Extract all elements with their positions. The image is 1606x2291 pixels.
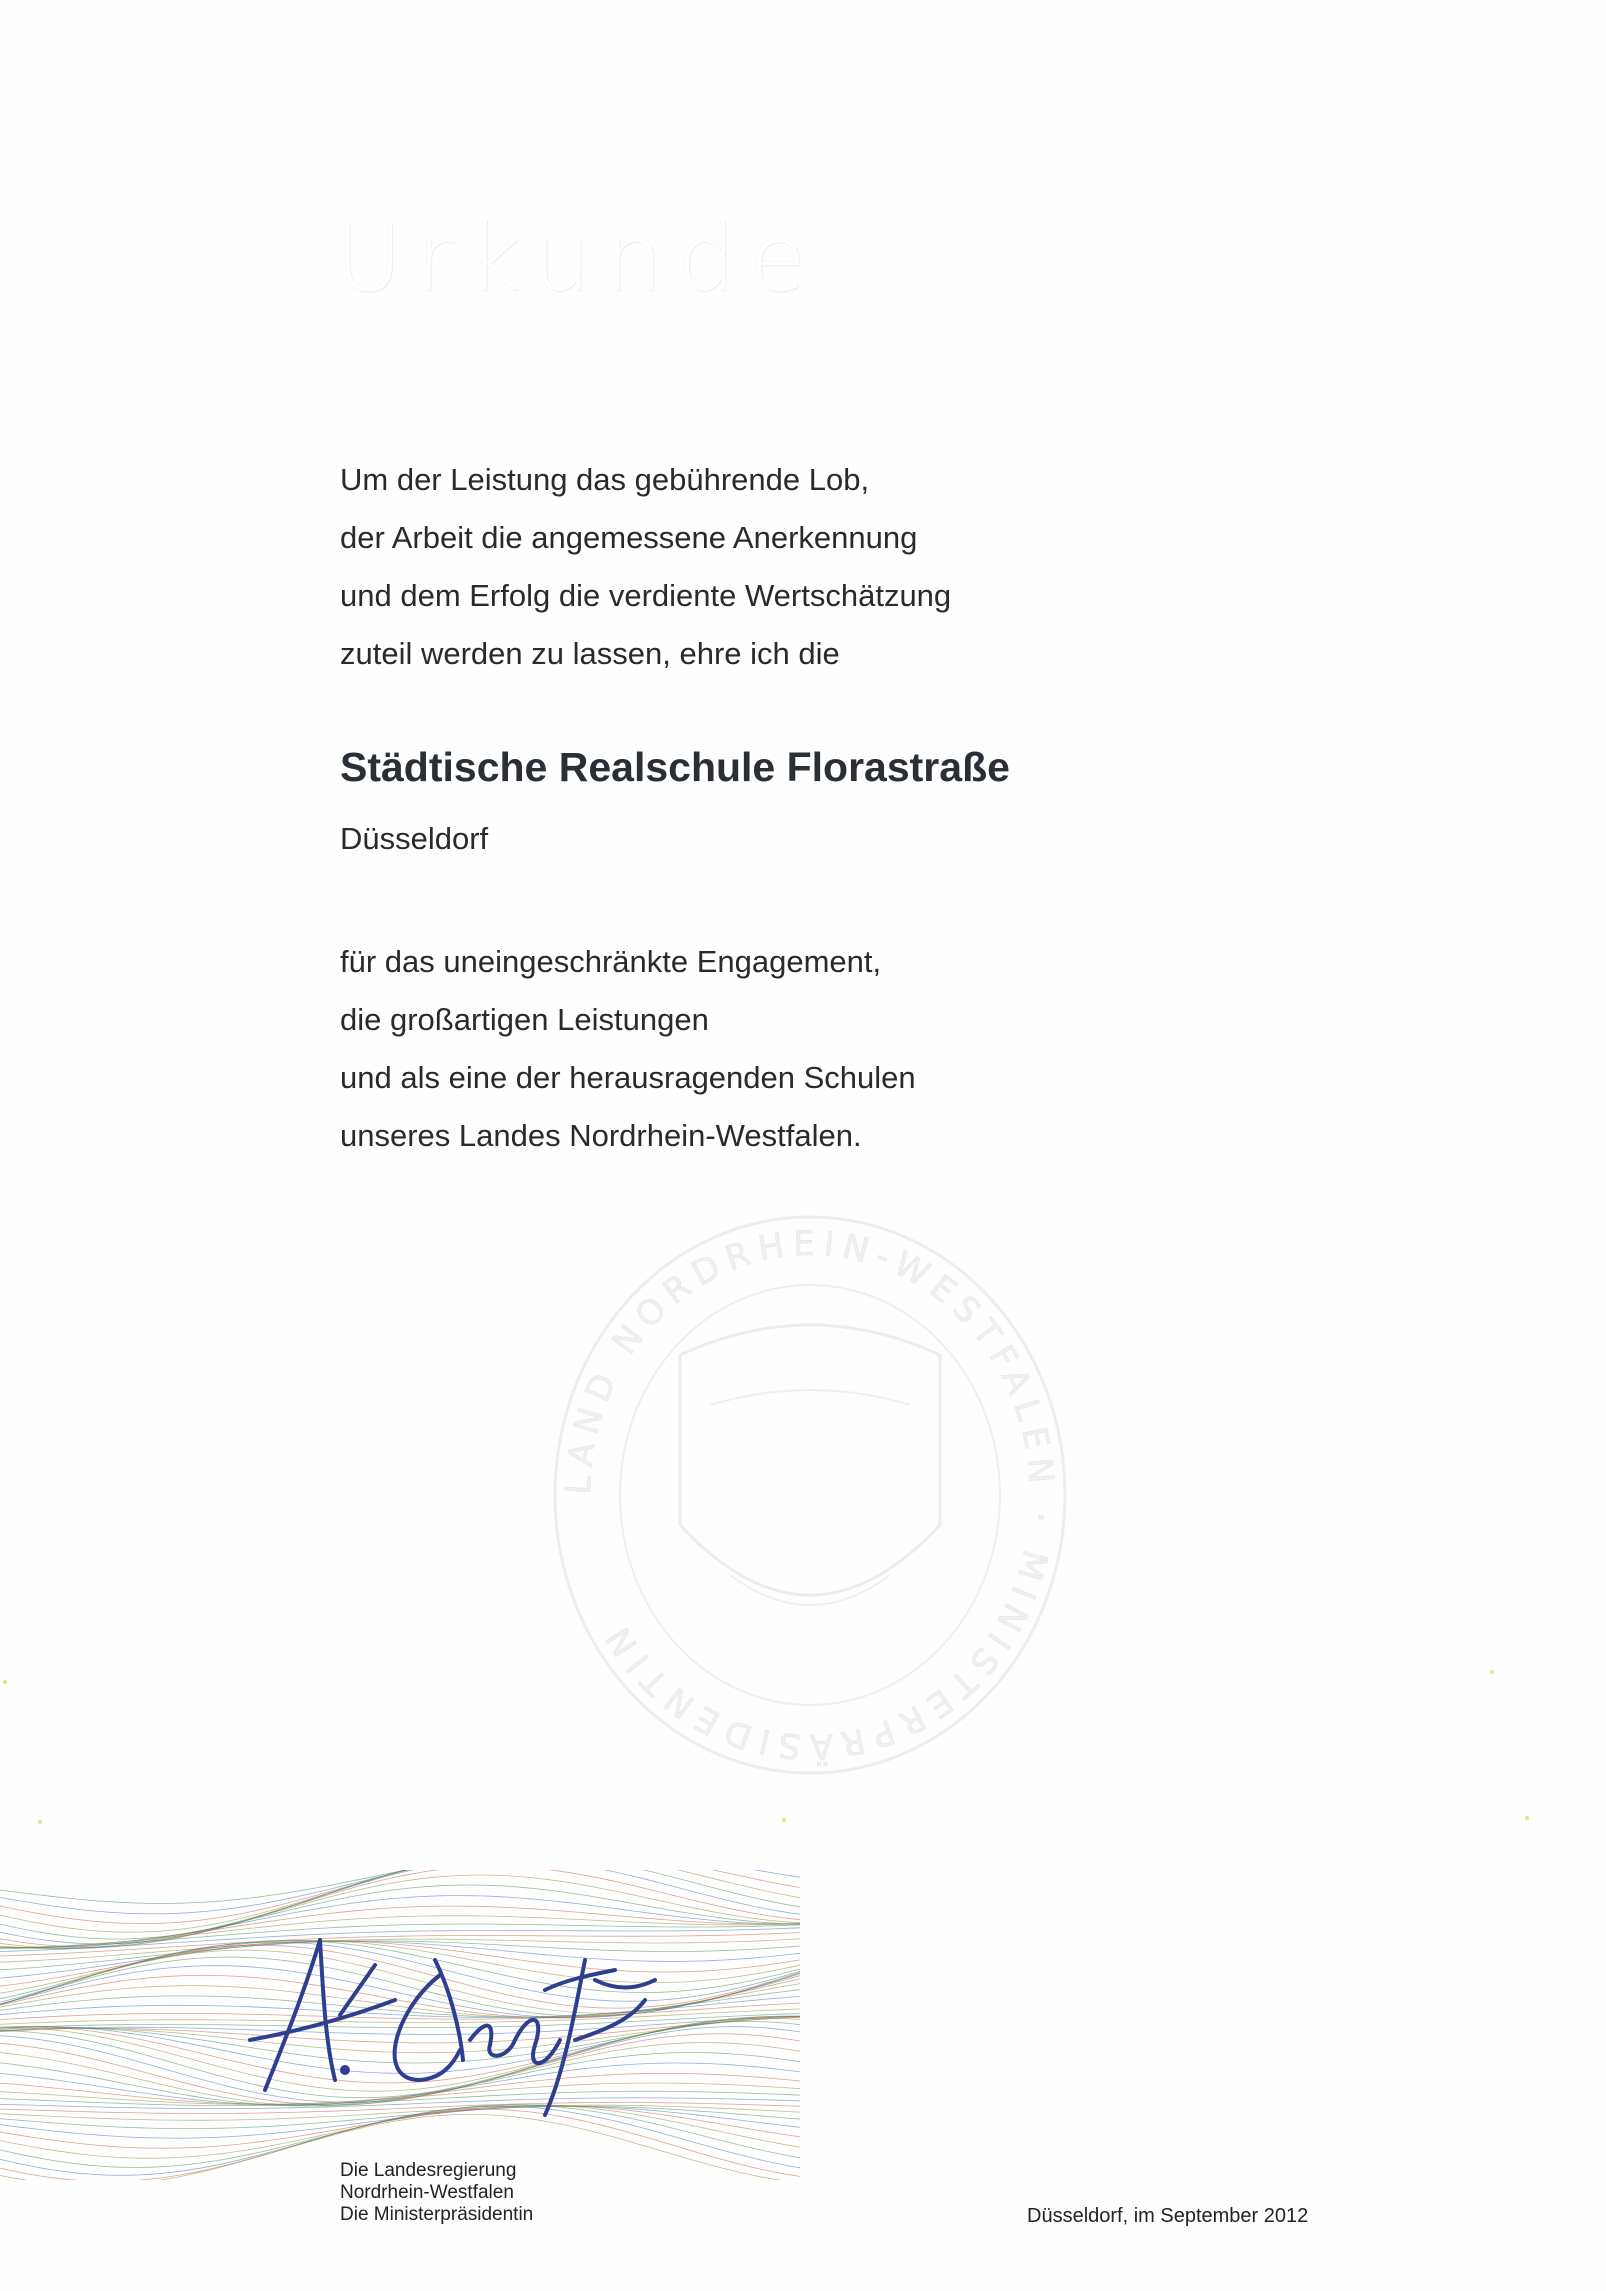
paper-speck <box>1525 1816 1529 1820</box>
reason-line: die großartigen Leistungen <box>340 1002 709 1037</box>
recipient-name: Städtische Realschule Florastraße <box>340 744 1010 790</box>
paper-speck <box>1490 1670 1494 1674</box>
intro-line: Um der Leistung das gebührende Lob, <box>340 462 870 497</box>
seal-text: LAND NORDRHEIN-WESTFALEN · MINISTERPRÄSIDENTIN <box>558 1223 1062 1767</box>
signatory-block <box>340 2160 533 2226</box>
intro-line: und dem Erfolg die verdiente Wertschätzung <box>340 578 952 613</box>
reason-line: und als eine der herausragenden Schulen <box>340 1060 916 1095</box>
certificate-heading: Urkunde <box>335 205 821 312</box>
embossed-seal-icon <box>530 1195 1090 1795</box>
paper-speck <box>38 1820 42 1824</box>
reason-line: für das uneingeschränkte Engagement, <box>340 944 882 979</box>
signatory-line: Die Ministerpräsidentin <box>340 2204 534 2225</box>
paper-speck <box>782 1818 786 1822</box>
intro-line: zuteil werden zu lassen, ehre ich die <box>340 636 840 671</box>
signatory-line: Nordrhein-Westfalen <box>340 2182 514 2203</box>
paper-speck <box>3 1680 7 1684</box>
reason-line: unseres Landes Nordrhein-Westfalen. <box>340 1118 862 1153</box>
recipient-city: Düsseldorf <box>340 821 489 856</box>
intro-line: der Arbeit die angemessene Anerkennung <box>340 520 918 555</box>
svg-text:LAND NORDRHEIN-WESTFALEN · MIN <box>559 1224 1062 1767</box>
reason-paragraph <box>340 933 916 1165</box>
place-date: Düsseldorf, im September 2012 <box>1027 2205 1309 2227</box>
signatory-line: Die Landesregierung <box>340 2160 517 2181</box>
intro-paragraph <box>340 451 951 683</box>
signature-icon <box>245 1920 665 2120</box>
